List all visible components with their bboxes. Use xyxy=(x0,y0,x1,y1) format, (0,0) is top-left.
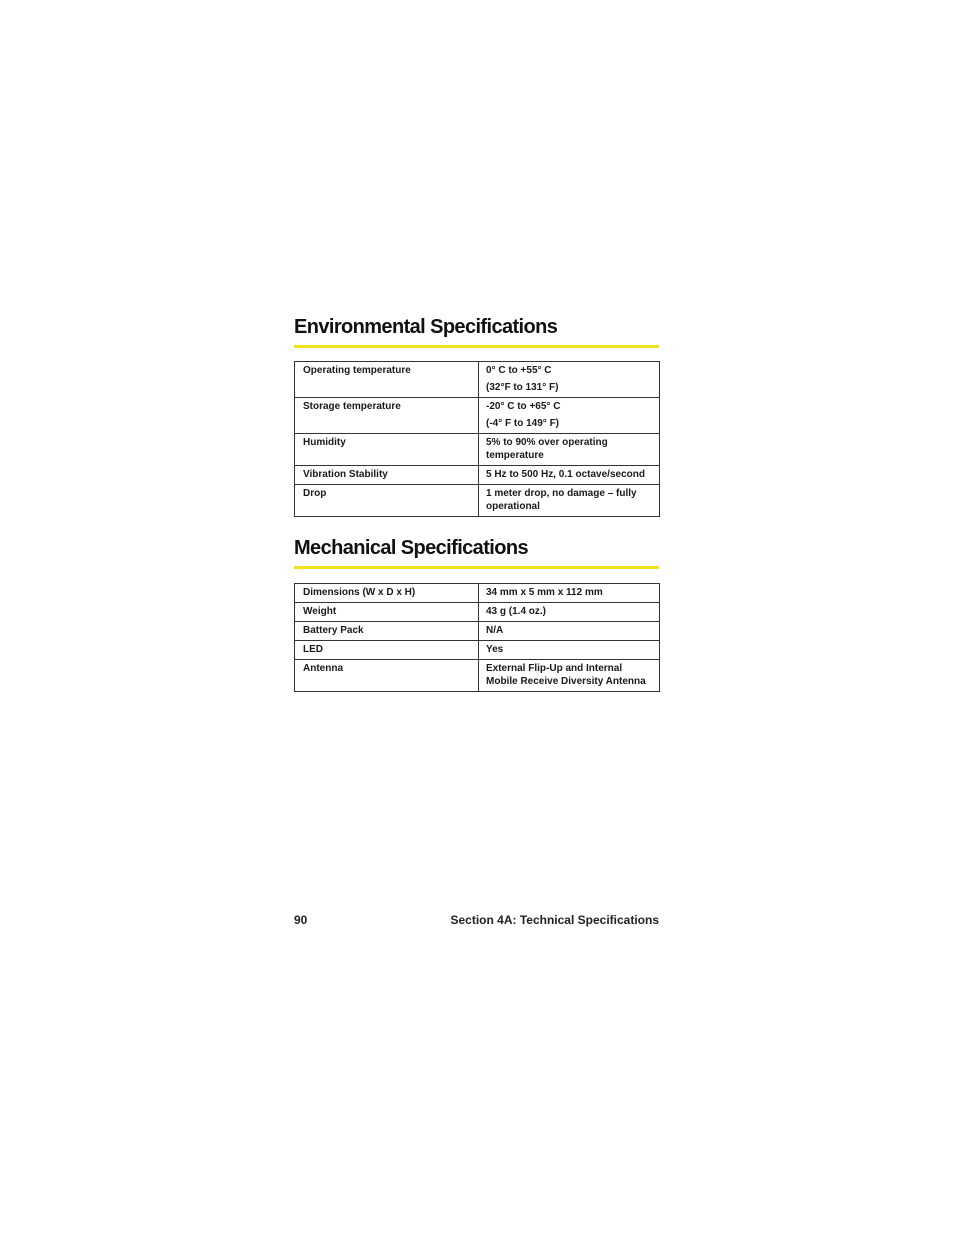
mechanical-spec-table xyxy=(294,583,660,692)
spec-value: 43 g (1.4 oz.) xyxy=(479,603,660,622)
environmental-spec-table xyxy=(294,361,660,517)
spec-label: Battery Pack xyxy=(295,622,479,641)
table-row xyxy=(295,362,660,398)
environmental-heading: Environmental Specifications xyxy=(294,316,558,338)
spec-value: 5% to 90% over operating temperature xyxy=(479,434,660,466)
spec-label: LED xyxy=(295,641,479,660)
spec-value: 1 meter drop, no damage – fully operational xyxy=(479,485,660,517)
spec-label: Storage temperature xyxy=(295,398,479,434)
spec-value-line: 0° C to +55° C xyxy=(486,365,552,376)
table-row xyxy=(295,398,660,434)
table-row xyxy=(295,660,660,692)
table-row xyxy=(295,466,660,485)
mechanical-heading: Mechanical Specifications xyxy=(294,537,528,559)
spec-value: N/A xyxy=(479,622,660,641)
spec-value xyxy=(479,398,660,434)
spec-label: Drop xyxy=(295,485,479,517)
table-row xyxy=(295,603,660,622)
spec-label: Weight xyxy=(295,603,479,622)
mechanical-heading-rule xyxy=(294,566,659,569)
spec-value: Yes xyxy=(479,641,660,660)
spec-value-line: -20° C to +65° C xyxy=(486,401,561,412)
spec-value: 5 Hz to 500 Hz, 0.1 octave/second xyxy=(479,466,660,485)
section-title: Section 4A: Technical Specifications xyxy=(450,913,659,927)
spec-label: Antenna xyxy=(295,660,479,692)
spec-value-line: (-4° F to 149° F) xyxy=(486,418,560,429)
page-number: 90 xyxy=(294,913,308,927)
spec-value-line: (32°F to 131° F) xyxy=(486,382,559,393)
spec-value: External Flip-Up and Internal Mobile Receive Diversity Antenna xyxy=(479,660,660,692)
spec-value: 34 mm x 5 mm x 112 mm xyxy=(479,584,660,603)
table-row xyxy=(295,485,660,517)
spec-value xyxy=(479,362,660,398)
spec-label: Dimensions (W x D x H) xyxy=(295,584,479,603)
spec-label: Humidity xyxy=(295,434,479,466)
table-row xyxy=(295,584,660,603)
table-row xyxy=(295,641,660,660)
environmental-heading-rule xyxy=(294,345,659,348)
spec-label: Vibration Stability xyxy=(295,466,479,485)
table-row xyxy=(295,434,660,466)
spec-label: Operating temperature xyxy=(295,362,479,398)
table-row xyxy=(295,622,660,641)
